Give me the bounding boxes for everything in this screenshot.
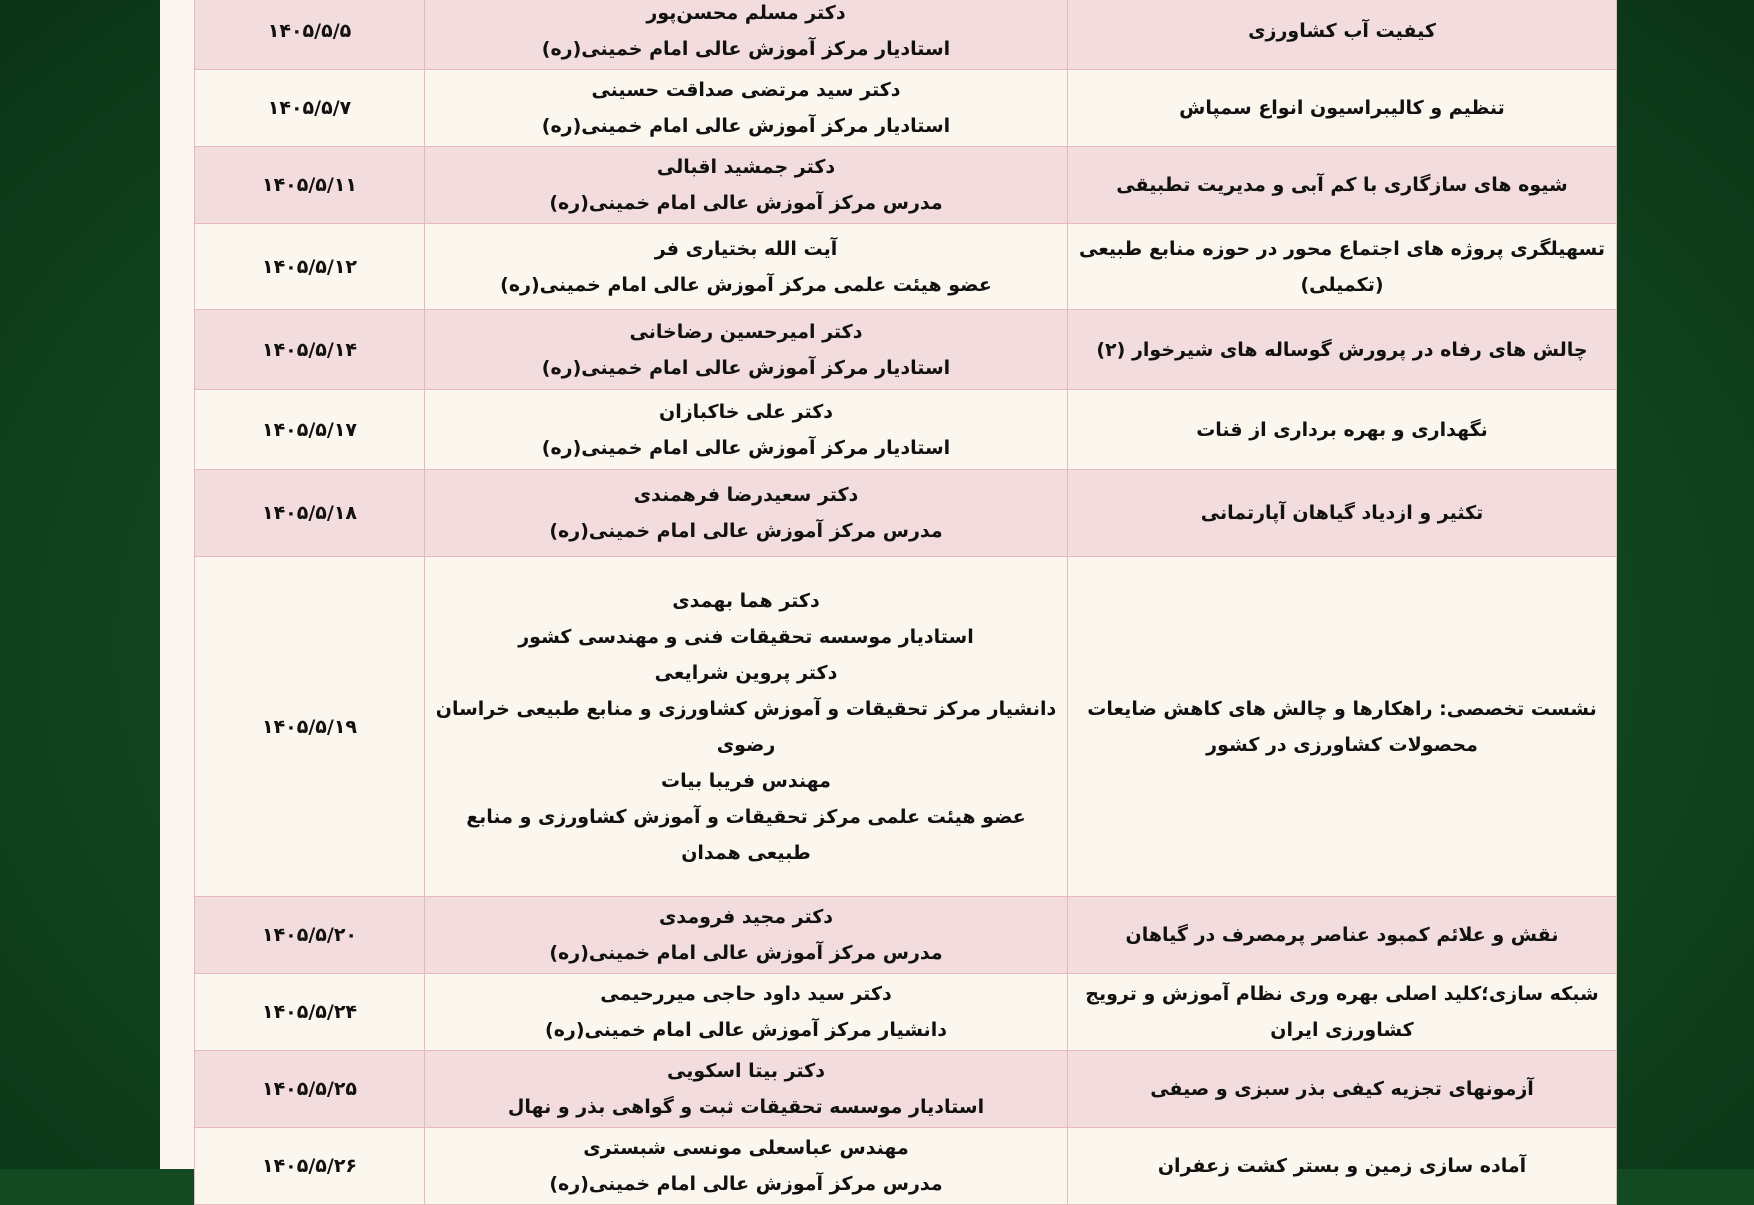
instructor-name: آیت الله بختیاری فر (654, 237, 838, 260)
session-date: ۱۴۰۵/۵/۵ (267, 20, 352, 42)
instructor-name: دکتر هما بهمدی (672, 589, 820, 612)
instructor-affiliation: استادیار موسسه تحقیقات ثبت و گواهی بذر و نهال (507, 1096, 985, 1118)
instructor-affiliation: استادیار مرکز آموزش عالی امام خمینی(ره) (541, 38, 951, 60)
table-row (195, 310, 1617, 390)
instructor-cell (425, 390, 1068, 470)
session-date: ۱۴۰۵/۵/۱۴ (261, 338, 358, 361)
instructor-name: دکتر سید مرتضی صداقت حسینی (591, 79, 901, 101)
instructor-name: مهندس عباسعلی مونسی شبستری (583, 1137, 909, 1159)
session-date-cell (195, 147, 425, 224)
schedule-sheet (160, 0, 1606, 1195)
session-date: ۱۴۰۵/۵/۱۹ (261, 715, 358, 738)
session-date-cell (195, 974, 425, 1051)
session-date: ۱۴۰۵/۵/۲۶ (261, 1155, 358, 1177)
instructor-cell (425, 557, 1068, 897)
instructor-name: دکتر جمشید اقبالی (656, 156, 836, 178)
course-title: نشست تخصصی: راهکارها و چالش های کاهش ضایعات محصولات کشاورزی در کشور (1068, 557, 1617, 897)
instructor-affiliation: استادیار مرکز آموزش عالی امام خمینی(ره) (541, 115, 951, 137)
instructor-affiliation: استادیار مرکز آموزش عالی امام خمینی(ره) (541, 436, 951, 459)
course-title: تکثیر و ازدیاد گیاهان آپارتمانی (1068, 470, 1617, 557)
table-row (195, 390, 1617, 470)
instructor-cell (425, 470, 1068, 557)
instructor-affiliation: مدرس مرکز آموزش عالی امام خمینی(ره) (549, 942, 943, 964)
instructor-affiliation: دانشیار مرکز تحقیقات و آموزش کشاورزی و منابع طبیعی خراسان رضوی (435, 697, 1057, 756)
course-title: تنظیم و کالیبراسیون انواع سمپاش (1068, 70, 1617, 147)
table-row (195, 1051, 1617, 1128)
table-row (195, 470, 1617, 557)
table-row (195, 974, 1617, 1051)
session-date-cell (195, 224, 425, 310)
session-date: ۱۴۰۵/۵/۲۴ (261, 1001, 358, 1023)
instructor-name: دکتر سعیدرضا فرهمندی (633, 484, 859, 506)
instructor-cell (425, 70, 1068, 147)
table-row (195, 224, 1617, 310)
course-title: تسهیلگری پروژه های اجتماع محور در حوزه منابع طبیعی (تکمیلی) (1068, 224, 1617, 310)
instructor-cell (425, 974, 1068, 1051)
instructor-name: دکتر امیرحسین رضاخانی (629, 320, 863, 343)
schedule-body (195, 0, 1617, 1205)
instructor-cell (425, 1051, 1068, 1128)
session-date: ۱۴۰۵/۵/۲۰ (261, 924, 358, 946)
session-date-cell (195, 390, 425, 470)
table-row (195, 0, 1617, 70)
table-row (195, 1128, 1617, 1205)
table-row (195, 897, 1617, 974)
course-title: شیوه های سازگاری با کم آبی و مدیریت تطبیقی (1068, 147, 1617, 224)
session-date: ۱۴۰۵/۵/۲۵ (261, 1078, 358, 1100)
course-title: نگهداری و بهره برداری از قنات (1068, 390, 1617, 470)
instructor-affiliation: دانشیار مرکز آموزش عالی امام خمینی(ره) (545, 1019, 947, 1041)
session-date-cell (195, 557, 425, 897)
instructor-affiliation: استادیار مرکز آموزش عالی امام خمینی(ره) (541, 356, 951, 379)
instructor-affiliation: عضو هیئت علمی مرکز آموزش عالی امام خمینی(ره) (500, 273, 992, 296)
session-date-cell (195, 1128, 425, 1205)
session-date: ۱۴۰۵/۵/۱۸ (261, 502, 358, 524)
course-title: شبکه سازی؛کلید اصلی بهره وری نظام آموزش و ترویج کشاورزی ایران (1068, 974, 1617, 1051)
instructor-cell (425, 897, 1068, 974)
session-date-cell (195, 310, 425, 390)
session-date-cell (195, 1051, 425, 1128)
table-row (195, 70, 1617, 147)
instructor-name: دکتر سید داود حاجی میررحیمی (600, 983, 892, 1005)
session-date-cell (195, 897, 425, 974)
instructor-affiliation: عضو هیئت علمی مرکز تحقیقات و آموزش کشاورزی و منابع طبیعی همدان (466, 805, 1026, 864)
instructor-name: دکتر مجید فرومدی (658, 906, 833, 928)
course-title: آماده سازی زمین و بستر کشت زعفران (1068, 1128, 1617, 1205)
instructor-name: مهندس فریبا بیات (661, 769, 831, 792)
table-row (195, 557, 1617, 897)
instructor-affiliation: مدرس مرکز آموزش عالی امام خمینی(ره) (549, 1173, 943, 1195)
schedule-table (194, 0, 1617, 1205)
session-date: ۱۴۰۵/۵/۱۱ (261, 174, 358, 196)
instructor-affiliation: استادیار موسسه تحقیقات فنی و مهندسی کشور (518, 625, 974, 648)
session-date-cell (195, 0, 425, 70)
instructor-cell (425, 224, 1068, 310)
session-date: ۱۴۰۵/۵/۷ (267, 97, 352, 119)
course-title: آزمونهای تجزیه کیفی بذر سبزی و صیفی (1068, 1051, 1617, 1128)
instructor-cell (425, 1128, 1068, 1205)
instructor-name: دکتر علی خاکبازان (659, 400, 833, 423)
instructor-cell (425, 310, 1068, 390)
instructor-affiliation: مدرس مرکز آموزش عالی امام خمینی(ره) (549, 520, 943, 542)
table-row (195, 147, 1617, 224)
instructor-name: دکتر پروین شرایعی (654, 661, 838, 684)
instructor-cell (425, 147, 1068, 224)
session-date: ۱۴۰۵/۵/۱۲ (261, 255, 358, 278)
instructor-name: دکتر بیتا اسکویی (667, 1060, 825, 1082)
course-title: کیفیت آب کشاورزی (1068, 0, 1617, 70)
session-date-cell (195, 70, 425, 147)
session-date: ۱۴۰۵/۵/۱۷ (261, 418, 358, 441)
course-title: چالش های رفاه در پرورش گوساله های شیرخوار (۲) (1068, 310, 1617, 390)
course-title: نقش و علائم کمبود عناصر پرمصرف در گیاهان (1068, 897, 1617, 974)
instructor-affiliation: مدرس مرکز آموزش عالی امام خمینی(ره) (549, 192, 943, 214)
session-date-cell (195, 470, 425, 557)
instructor-cell (425, 0, 1068, 70)
instructor-name: دکتر مسلم محسن‌پور (646, 2, 846, 24)
